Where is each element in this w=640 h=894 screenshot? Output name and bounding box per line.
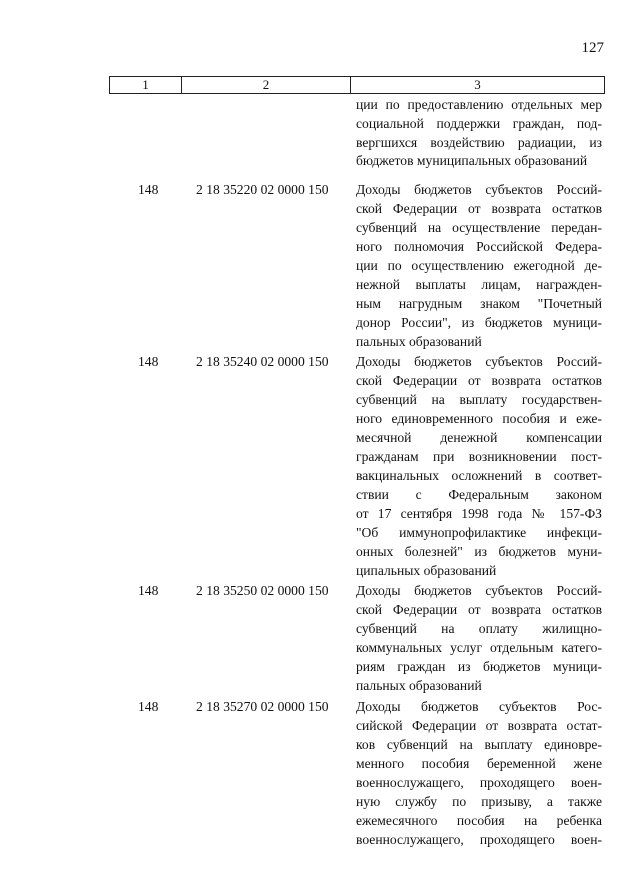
continuation-line: ции по предоставлению отдельных мер bbox=[356, 97, 602, 112]
row-admin-code: 148 bbox=[138, 583, 159, 598]
row-description-line: коммунальных услуг отдельным катего- bbox=[356, 640, 602, 655]
row-description-line: субвенций на выплату государствен- bbox=[356, 392, 602, 407]
row-description-line: Доходы бюджетов субъектов Россий- bbox=[356, 354, 602, 369]
row-description-line: военнослужащего, проходящего воен- bbox=[356, 775, 602, 790]
row-description-line: ную службу по призыву, а также bbox=[356, 794, 602, 809]
row-kbk-code: 2 18 35270 02 0000 150 bbox=[196, 699, 329, 714]
row-description-line: ным нагрудным знаком "Почетный bbox=[356, 296, 602, 311]
row-description-line: гражданам при возникновении пост- bbox=[356, 449, 602, 464]
row-description-line: онных болезней" из бюджетов муни- bbox=[356, 544, 602, 559]
header-col-1: 1 bbox=[110, 77, 182, 93]
row-description-line: ской Федерации от возврата остатков bbox=[356, 602, 602, 617]
row-description-line: ции по осуществлению ежегодной де- bbox=[356, 258, 602, 273]
continuation-line: вергшихся воздействию радиации, из bbox=[356, 135, 602, 150]
row-description-line: нежной выплаты лицам, награжден- bbox=[356, 277, 602, 292]
row-description-line: ствии с Федеральным законом bbox=[356, 487, 602, 502]
row-description-line: риям граждан из бюджетов муници- bbox=[356, 659, 602, 674]
page-number: 127 bbox=[581, 40, 604, 56]
row-description-line: Доходы бюджетов субъектов Россий- bbox=[356, 182, 602, 197]
row-description-line: менного пособия беременной жене bbox=[356, 756, 602, 771]
row-description-line: сийской Федерации от возврата остат- bbox=[356, 718, 602, 733]
row-kbk-code: 2 18 35220 02 0000 150 bbox=[196, 182, 329, 197]
row-description-line: ков субвенций на выплату единовре- bbox=[356, 737, 602, 752]
continuation-line: бюджетов муниципальных образований bbox=[356, 153, 588, 168]
row-description-line: Доходы бюджетов субъектов Рос- bbox=[356, 699, 602, 714]
row-description-line: месячной денежной компенсации bbox=[356, 430, 602, 445]
row-description-line: "Об иммунопрофилактике инфекци- bbox=[356, 525, 602, 540]
row-admin-code: 148 bbox=[138, 354, 159, 369]
row-description-line: ципальных образований bbox=[356, 563, 497, 578]
row-description-line: вакцинальных осложнений в соответ- bbox=[356, 468, 602, 483]
row-description-line: донор России", из бюджетов муници- bbox=[356, 315, 602, 330]
row-description-line: Доходы бюджетов субъектов Россий- bbox=[356, 583, 602, 598]
row-description-line: ного единовременного пособия и еже- bbox=[356, 411, 602, 426]
row-description-line: пальных образований bbox=[356, 334, 482, 349]
row-description-line: субвенций на оплату жилищно- bbox=[356, 621, 602, 636]
row-description-line: субвенций на осуществление передан- bbox=[356, 220, 602, 235]
row-description-line: от 17 сентября 1998 года № 157-ФЗ bbox=[356, 506, 602, 521]
table-header bbox=[109, 76, 605, 94]
row-description-line: ежемесячного пособия на ребенка bbox=[356, 813, 602, 828]
row-description-line: ской Федерации от возврата остатков bbox=[356, 373, 602, 388]
row-description-line: ской Федерации от возврата остатков bbox=[356, 201, 602, 216]
header-col-3: 3 bbox=[474, 77, 481, 92]
row-admin-code: 148 bbox=[138, 182, 159, 197]
row-description-line: пальных образований bbox=[356, 678, 482, 693]
header-col-2: 2 bbox=[182, 77, 351, 93]
row-description-line: военнослужащего, проходящего воен- bbox=[356, 832, 602, 847]
row-admin-code: 148 bbox=[138, 699, 159, 714]
row-description-line: ного полномочия Российской Федера- bbox=[356, 239, 602, 254]
continuation-line: социальной поддержки граждан, под- bbox=[356, 116, 602, 131]
row-kbk-code: 2 18 35240 02 0000 150 bbox=[196, 354, 329, 369]
row-kbk-code: 2 18 35250 02 0000 150 bbox=[196, 583, 329, 598]
